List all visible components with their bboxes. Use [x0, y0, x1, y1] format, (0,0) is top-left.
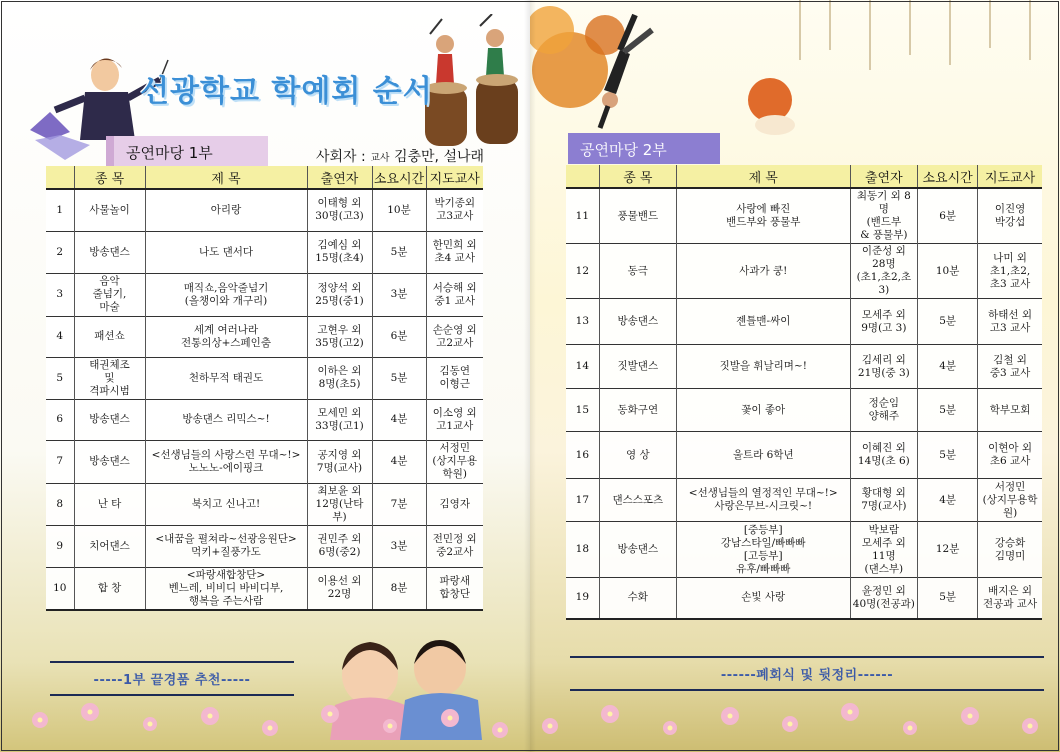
cell-cast: 권민주 외 6명(중2) — [307, 525, 372, 567]
cell-no: 2 — [56, 245, 64, 258]
host-names: 김충만, 설나래 — [393, 149, 485, 165]
part1-footer: -----1부 끝경품 추천----- — [50, 661, 294, 696]
cell-teacher: 전민정 외 중2교사 — [426, 525, 483, 567]
cell-cast: 이용선 외 22명 — [307, 567, 372, 610]
cell-time: 5분 — [372, 357, 426, 399]
cell-teacher: 이현아 외 초6 교사 — [978, 432, 1042, 479]
cell-cast: 김예심 외 15명(초4) — [307, 231, 372, 273]
table-row — [46, 440, 483, 483]
cell-no: 5 — [56, 371, 64, 384]
header-no — [46, 166, 74, 189]
cell-cast: 황대형 외 7명(교사) — [850, 479, 918, 522]
table-row — [566, 432, 1042, 479]
header-time: 소요시간 — [372, 166, 426, 189]
part2-table-body — [566, 188, 1042, 619]
cell-genre: 짓발댄스 — [599, 345, 676, 389]
part1-table-body — [46, 189, 483, 610]
cell-teacher: 파랑새 합창단 — [426, 567, 483, 610]
cell-no: 19 — [575, 591, 590, 604]
cell-teacher: 김동연 이형근 — [426, 357, 483, 399]
cell-teacher: 박기종외 고3교사 — [426, 189, 483, 231]
cell-teacher: 이소영 외 고1교사 — [426, 399, 483, 440]
table-row — [566, 578, 1042, 619]
cell-no: 14 — [575, 360, 590, 372]
cell-title: 사과가 쿵! — [676, 244, 850, 299]
cell-no: 13 — [575, 315, 590, 327]
cell-title: 나도 댄서다 — [145, 231, 307, 273]
cell-title: <파랑새합창단> 벤느레, 비비디 바비디부, 행복을 주는사람 — [145, 567, 307, 610]
cell-no: 10 — [53, 581, 67, 594]
cell-genre: 치어댄스 — [74, 525, 145, 567]
table-row — [46, 231, 483, 273]
table-row — [46, 483, 483, 525]
header-no — [566, 165, 599, 188]
cell-teacher: 손순영 외 고2교사 — [426, 316, 483, 357]
cell-cast: 모세주 외 9명(고 3) — [850, 299, 918, 345]
cell-teacher: 김영자 — [426, 483, 483, 525]
cell-time: 5분 — [372, 231, 426, 273]
host-line — [316, 146, 484, 166]
flowers-decoration — [0, 690, 530, 752]
header-genre: 종 목 — [599, 165, 676, 188]
cell-genre: 영 상 — [599, 432, 676, 479]
table-row — [566, 244, 1042, 299]
cell-cast: 정양석 외 25명(중1) — [307, 273, 372, 316]
cell-time: 10분 — [372, 189, 426, 231]
header-time: 소요시간 — [918, 165, 978, 188]
cell-title: 사랑에 빠진 밴드부와 풍물부 — [676, 188, 850, 244]
cell-time: 6분 — [372, 316, 426, 357]
cell-no: 17 — [575, 493, 590, 506]
cell-teacher: 하태선 외 고3 교사 — [978, 299, 1042, 345]
cell-time: 6분 — [918, 188, 978, 244]
cell-title: 젠틀맨-싸이 — [676, 299, 850, 345]
cell-title: 아리랑 — [145, 189, 307, 231]
dancer-illustration — [590, 10, 660, 130]
cell-time: 4분 — [372, 399, 426, 440]
cell-teacher: 김철 외 중3 교사 — [978, 345, 1042, 389]
table-row — [566, 479, 1042, 522]
cell-time: 3분 — [372, 525, 426, 567]
cell-title: 천하무적 태권도 — [145, 357, 307, 399]
cell-time: 7분 — [372, 483, 426, 525]
right-page — [530, 0, 1060, 752]
cell-time: 3분 — [372, 273, 426, 316]
cell-title: 세계 여러나라 전통의상+스페인춤 — [145, 316, 307, 357]
table-row — [566, 522, 1042, 578]
cell-teacher: 한민희 외 초4 교사 — [426, 231, 483, 273]
drummers-illustration — [420, 14, 530, 154]
cell-genre: 방송댄스 — [74, 440, 145, 483]
cell-cast: 윤정민 외 40명(전공과) — [850, 578, 918, 619]
table-header-row — [566, 165, 1042, 188]
cell-title: 손빛 사랑 — [676, 578, 850, 619]
header-cast: 출연자 — [307, 166, 372, 189]
host-prefix: 사회자 : — [316, 149, 366, 165]
cell-teacher: 배지은 외 전공과 교사 — [978, 578, 1042, 619]
cell-cast: 고현우 외 35명(고2) — [307, 316, 372, 357]
table-row — [46, 357, 483, 399]
cell-genre: 합 창 — [74, 567, 145, 610]
part2-label: 공연마당 2부 — [568, 133, 720, 164]
header-genre: 종 목 — [74, 166, 145, 189]
cell-cast: 이하은 외 8명(초5) — [307, 357, 372, 399]
cell-genre: 동화구연 — [599, 389, 676, 432]
cell-no: 11 — [566, 188, 599, 244]
cell-time: 4분 — [372, 440, 426, 483]
cell-time: 10분 — [918, 244, 978, 299]
cell-genre: 사물놀이 — [74, 189, 145, 231]
cell-time: 5분 — [918, 389, 978, 432]
cell-genre: 풍물밴드 — [599, 188, 676, 244]
cell-genre: 수화 — [599, 578, 676, 619]
cell-no: 12 — [575, 264, 590, 277]
cell-genre: 방송댄스 — [74, 399, 145, 440]
table-row — [46, 189, 483, 231]
cell-title: 북치고 신나고! — [145, 483, 307, 525]
part1-label: 공연마당 1부 — [106, 136, 268, 167]
cell-genre: 댄스스포츠 — [599, 479, 676, 522]
cell-title: <선생님들의 사랑스런 무대~!> 노노노-에이핑크 — [145, 440, 307, 483]
cell-no: 3 — [56, 288, 64, 300]
cell-title: [중등부] 강남스타일/빠빠빠 [고등부] 유후/빠빠빠 — [676, 522, 850, 578]
cell-teacher: 나미 외 초1,초2, 초3 교사 — [978, 244, 1042, 299]
cell-cast: 최보윤 외 12명(난타부) — [307, 483, 372, 525]
cell-time: 5분 — [918, 432, 978, 479]
header-title: 제 목 — [145, 166, 307, 189]
header-cast: 출연자 — [850, 165, 918, 188]
cell-no: 15 — [575, 403, 590, 416]
table-row — [46, 316, 483, 357]
header-title: 제 목 — [676, 165, 850, 188]
cell-cast: 이태형 외 30명(고3) — [307, 189, 372, 231]
table-row — [566, 188, 1042, 244]
cell-no: 18 — [575, 543, 590, 555]
cell-teacher: 서정민 (상지무용학원) — [426, 440, 483, 483]
cell-time: 5분 — [918, 299, 978, 345]
cell-time: 4분 — [918, 479, 978, 522]
cell-no: 7 — [56, 455, 64, 467]
cell-no: 16 — [575, 448, 590, 461]
cell-genre: 난 타 — [74, 483, 145, 525]
cell-time: 8분 — [372, 567, 426, 610]
cell-teacher: 이진영 박강섭 — [978, 188, 1042, 244]
cell-title: 짓발을 휘날리며~! — [676, 345, 850, 389]
cell-cast: 최동기 외 8명 (밴드부 & 풍물부) — [850, 188, 918, 244]
header-teacher: 지도교사 — [978, 165, 1042, 188]
cell-time: 12분 — [918, 522, 978, 578]
cell-genre: 태권체조 및 격파시범 — [74, 357, 145, 399]
cell-title: <선생님들의 열정적인 무대~!> 사랑은무브-시크릿~! — [676, 479, 850, 522]
table-row — [46, 273, 483, 316]
table-header-row — [46, 166, 483, 189]
cell-cast: 김세리 외 21명(중 3) — [850, 345, 918, 389]
table-row — [46, 399, 483, 440]
table-row — [566, 345, 1042, 389]
part1-program-table — [46, 166, 483, 611]
cell-no: 1 — [46, 189, 74, 231]
flowers-decoration — [530, 690, 1060, 752]
cell-genre: 음악 줄넘기, 마술 — [74, 273, 145, 316]
cell-genre: 패션쇼 — [74, 316, 145, 357]
cell-genre: 방송댄스 — [599, 522, 676, 578]
cell-time: 4분 — [918, 345, 978, 389]
cell-cast: 모세민 외 33명(고1) — [307, 399, 372, 440]
table-row — [566, 299, 1042, 345]
part2-footer: ------폐회식 및 뒷정리------ — [570, 656, 1044, 691]
page-fold — [524, 0, 536, 752]
cell-no: 4 — [56, 330, 64, 342]
part2-program-table — [566, 165, 1042, 620]
cell-cast: 정순임 양해주 — [850, 389, 918, 432]
header-teacher: 지도교사 — [426, 166, 483, 189]
cell-genre: 방송댄스 — [599, 299, 676, 345]
cell-no: 9 — [56, 539, 64, 552]
cell-cast: 박보람 모세주 외 11명 (댄스부) — [850, 522, 918, 578]
cell-title: <내꿈을 펼쳐라~선광응원단> 먹키+질풍가도 — [145, 525, 307, 567]
cell-teacher: 서정민 (상지무용학원) — [978, 479, 1042, 522]
cell-genre: 동극 — [599, 244, 676, 299]
cell-title: 매직쇼,음악줄넘기 (올챙이와 개구리) — [145, 273, 307, 316]
table-row — [46, 525, 483, 567]
cell-genre: 방송댄스 — [74, 231, 145, 273]
cell-teacher: 학부모회 — [978, 389, 1042, 432]
page-title: 선광학교 학예회 순서 — [140, 74, 433, 109]
cell-cast: 이혜진 외 14명(초 6) — [850, 432, 918, 479]
table-row — [46, 567, 483, 610]
cell-title: 꽃이 좋아 — [676, 389, 850, 432]
table-row — [566, 389, 1042, 432]
cell-teacher: 서승해 외 중1 교사 — [426, 273, 483, 316]
cell-title: 방송댄스 리믹스~! — [145, 399, 307, 440]
cell-time: 5분 — [918, 578, 978, 619]
host-role: 교사 — [370, 153, 390, 164]
cell-teacher: 강승화 김명미 — [978, 522, 1042, 578]
cell-cast: 공지영 외 7명(교사) — [307, 440, 372, 483]
cell-no: 6 — [56, 413, 64, 425]
cell-no: 8 — [56, 497, 64, 510]
cell-cast: 이준성 외 28명 (초1,초2,초3) — [850, 244, 918, 299]
cell-title: 울트라 6학년 — [676, 432, 850, 479]
